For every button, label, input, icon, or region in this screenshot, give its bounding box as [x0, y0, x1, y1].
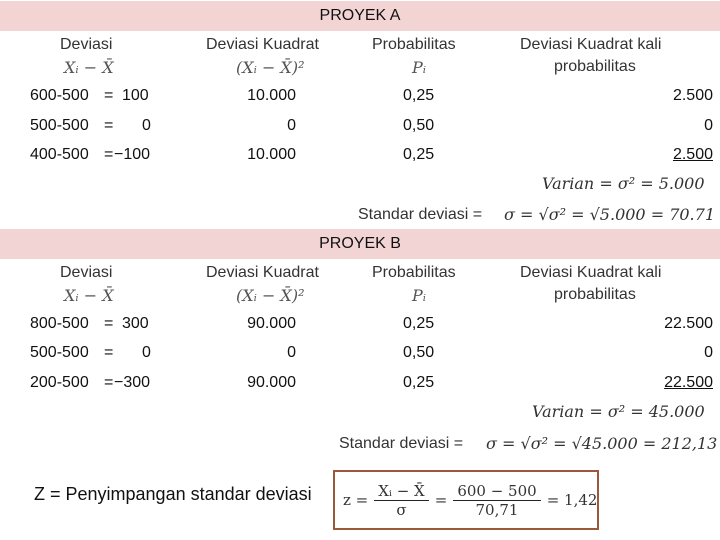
row-b1-eq: =	[104, 315, 114, 332]
header-probabilitas-formula: Pᵢ	[412, 58, 426, 77]
row-a3-dkp: 2.500	[672, 146, 713, 163]
sd-b-label: Standar deviasi =	[339, 435, 464, 452]
z-lhs: z =	[343, 491, 369, 509]
row-b2-dkp: 0	[704, 344, 713, 361]
row-a1-dkp: 2.500	[672, 87, 713, 104]
header-probabilitas-b: Probabilitas	[372, 264, 456, 281]
row-a1-dev: 100	[122, 87, 149, 104]
row-a2-dkp: 0	[704, 117, 713, 134]
header-probabilitas: Probabilitas	[372, 36, 456, 53]
varian-a: Varian = σ² = 5.000	[542, 174, 705, 193]
project-b-title-band	[0, 229, 720, 259]
row-a2-dk: 0	[287, 117, 296, 134]
row-b3-dkp: 22.500	[664, 374, 713, 391]
row-b3-p: 0,25	[403, 374, 435, 391]
z-eq-1: =	[434, 491, 448, 509]
row-b1-calc: 800-500	[30, 315, 89, 332]
row-a1-eq: =	[104, 87, 114, 104]
row-b1-dk: 90.000	[247, 315, 296, 332]
row-b2-calc: 500-500	[30, 344, 89, 361]
header-dk-prob-line1-b: Deviasi Kuadrat kali	[520, 264, 662, 281]
header-deviasi-kuadrat: Deviasi Kuadrat	[206, 36, 319, 53]
project-b-title: PROYEK B	[319, 235, 401, 252]
project-a-title: PROYEK A	[319, 7, 401, 24]
varian-b: Varian = σ² = 45.000	[532, 402, 705, 421]
row-a1-calc: 600-500	[30, 87, 89, 104]
row-a2-calc: 500-500	[30, 117, 89, 134]
row-b2-eq: =	[104, 344, 114, 361]
header-deviasi: Deviasi	[60, 36, 113, 53]
header-deviasi-b: Deviasi	[60, 264, 113, 281]
header-deviasi-formula: Xᵢ − X̄	[64, 58, 114, 77]
z-num-2: 600 − 500	[453, 482, 540, 501]
row-a3-calc: 400-500	[30, 146, 89, 163]
header-deviasi-kuadrat-b: Deviasi Kuadrat	[206, 264, 319, 281]
row-b3-dev: −300	[114, 374, 151, 391]
header-deviasi-kuadrat-formula: (Xᵢ − X̄)²	[236, 58, 305, 77]
row-a1-p: 0,25	[403, 87, 435, 104]
row-b1-dkp: 22.500	[664, 315, 713, 332]
row-b2-dk: 0	[287, 344, 296, 361]
header-dk-prob-line1: Deviasi Kuadrat kali	[520, 36, 662, 53]
header-deviasi-formula-b: Xᵢ − X̄	[64, 286, 114, 305]
header-deviasi-kuadrat-formula-b: (Xᵢ − X̄)²	[236, 286, 305, 305]
project-a-title-band	[0, 1, 720, 31]
z-num-1: Xᵢ − X̄	[374, 482, 428, 501]
z-den-2: 70,71	[475, 500, 519, 519]
row-b2-dev: 0	[142, 344, 151, 361]
row-b2-p: 0,50	[403, 344, 435, 361]
row-a1-dk: 10.000	[247, 87, 296, 104]
row-b3-eq: =	[104, 374, 114, 391]
row-b3-calc: 200-500	[30, 374, 89, 391]
header-probabilitas-formula-b: Pᵢ	[412, 286, 426, 305]
z-frac-2	[453, 482, 540, 519]
header-dk-prob-line2-b: probabilitas	[554, 286, 636, 303]
z-formula-box	[333, 470, 599, 530]
header-dk-prob-line2: probabilitas	[554, 58, 636, 75]
z-note: Z = Penyimpangan standar deviasi	[34, 484, 312, 504]
row-a3-dev: −100	[114, 146, 151, 163]
row-a2-p: 0,50	[403, 117, 435, 134]
sd-a-label: Standar deviasi =	[358, 206, 483, 223]
row-b1-dev: 300	[122, 315, 149, 332]
row-b3-dk: 90.000	[247, 374, 296, 391]
z-frac-1	[374, 482, 428, 519]
z-result: = 1,42	[546, 491, 598, 509]
row-a2-eq: =	[104, 117, 114, 134]
sd-b-formula: σ = √σ² = √45.000 = 212,13	[486, 434, 718, 453]
row-a3-dk: 10.000	[247, 146, 296, 163]
row-a2-dev: 0	[142, 117, 151, 134]
row-a3-eq: =	[104, 146, 114, 163]
sd-a-formula: σ = √σ² = √5.000 = 70.71	[504, 205, 715, 224]
z-den-1: σ	[396, 500, 407, 519]
row-a3-p: 0,25	[403, 146, 435, 163]
row-b1-p: 0,25	[403, 315, 435, 332]
